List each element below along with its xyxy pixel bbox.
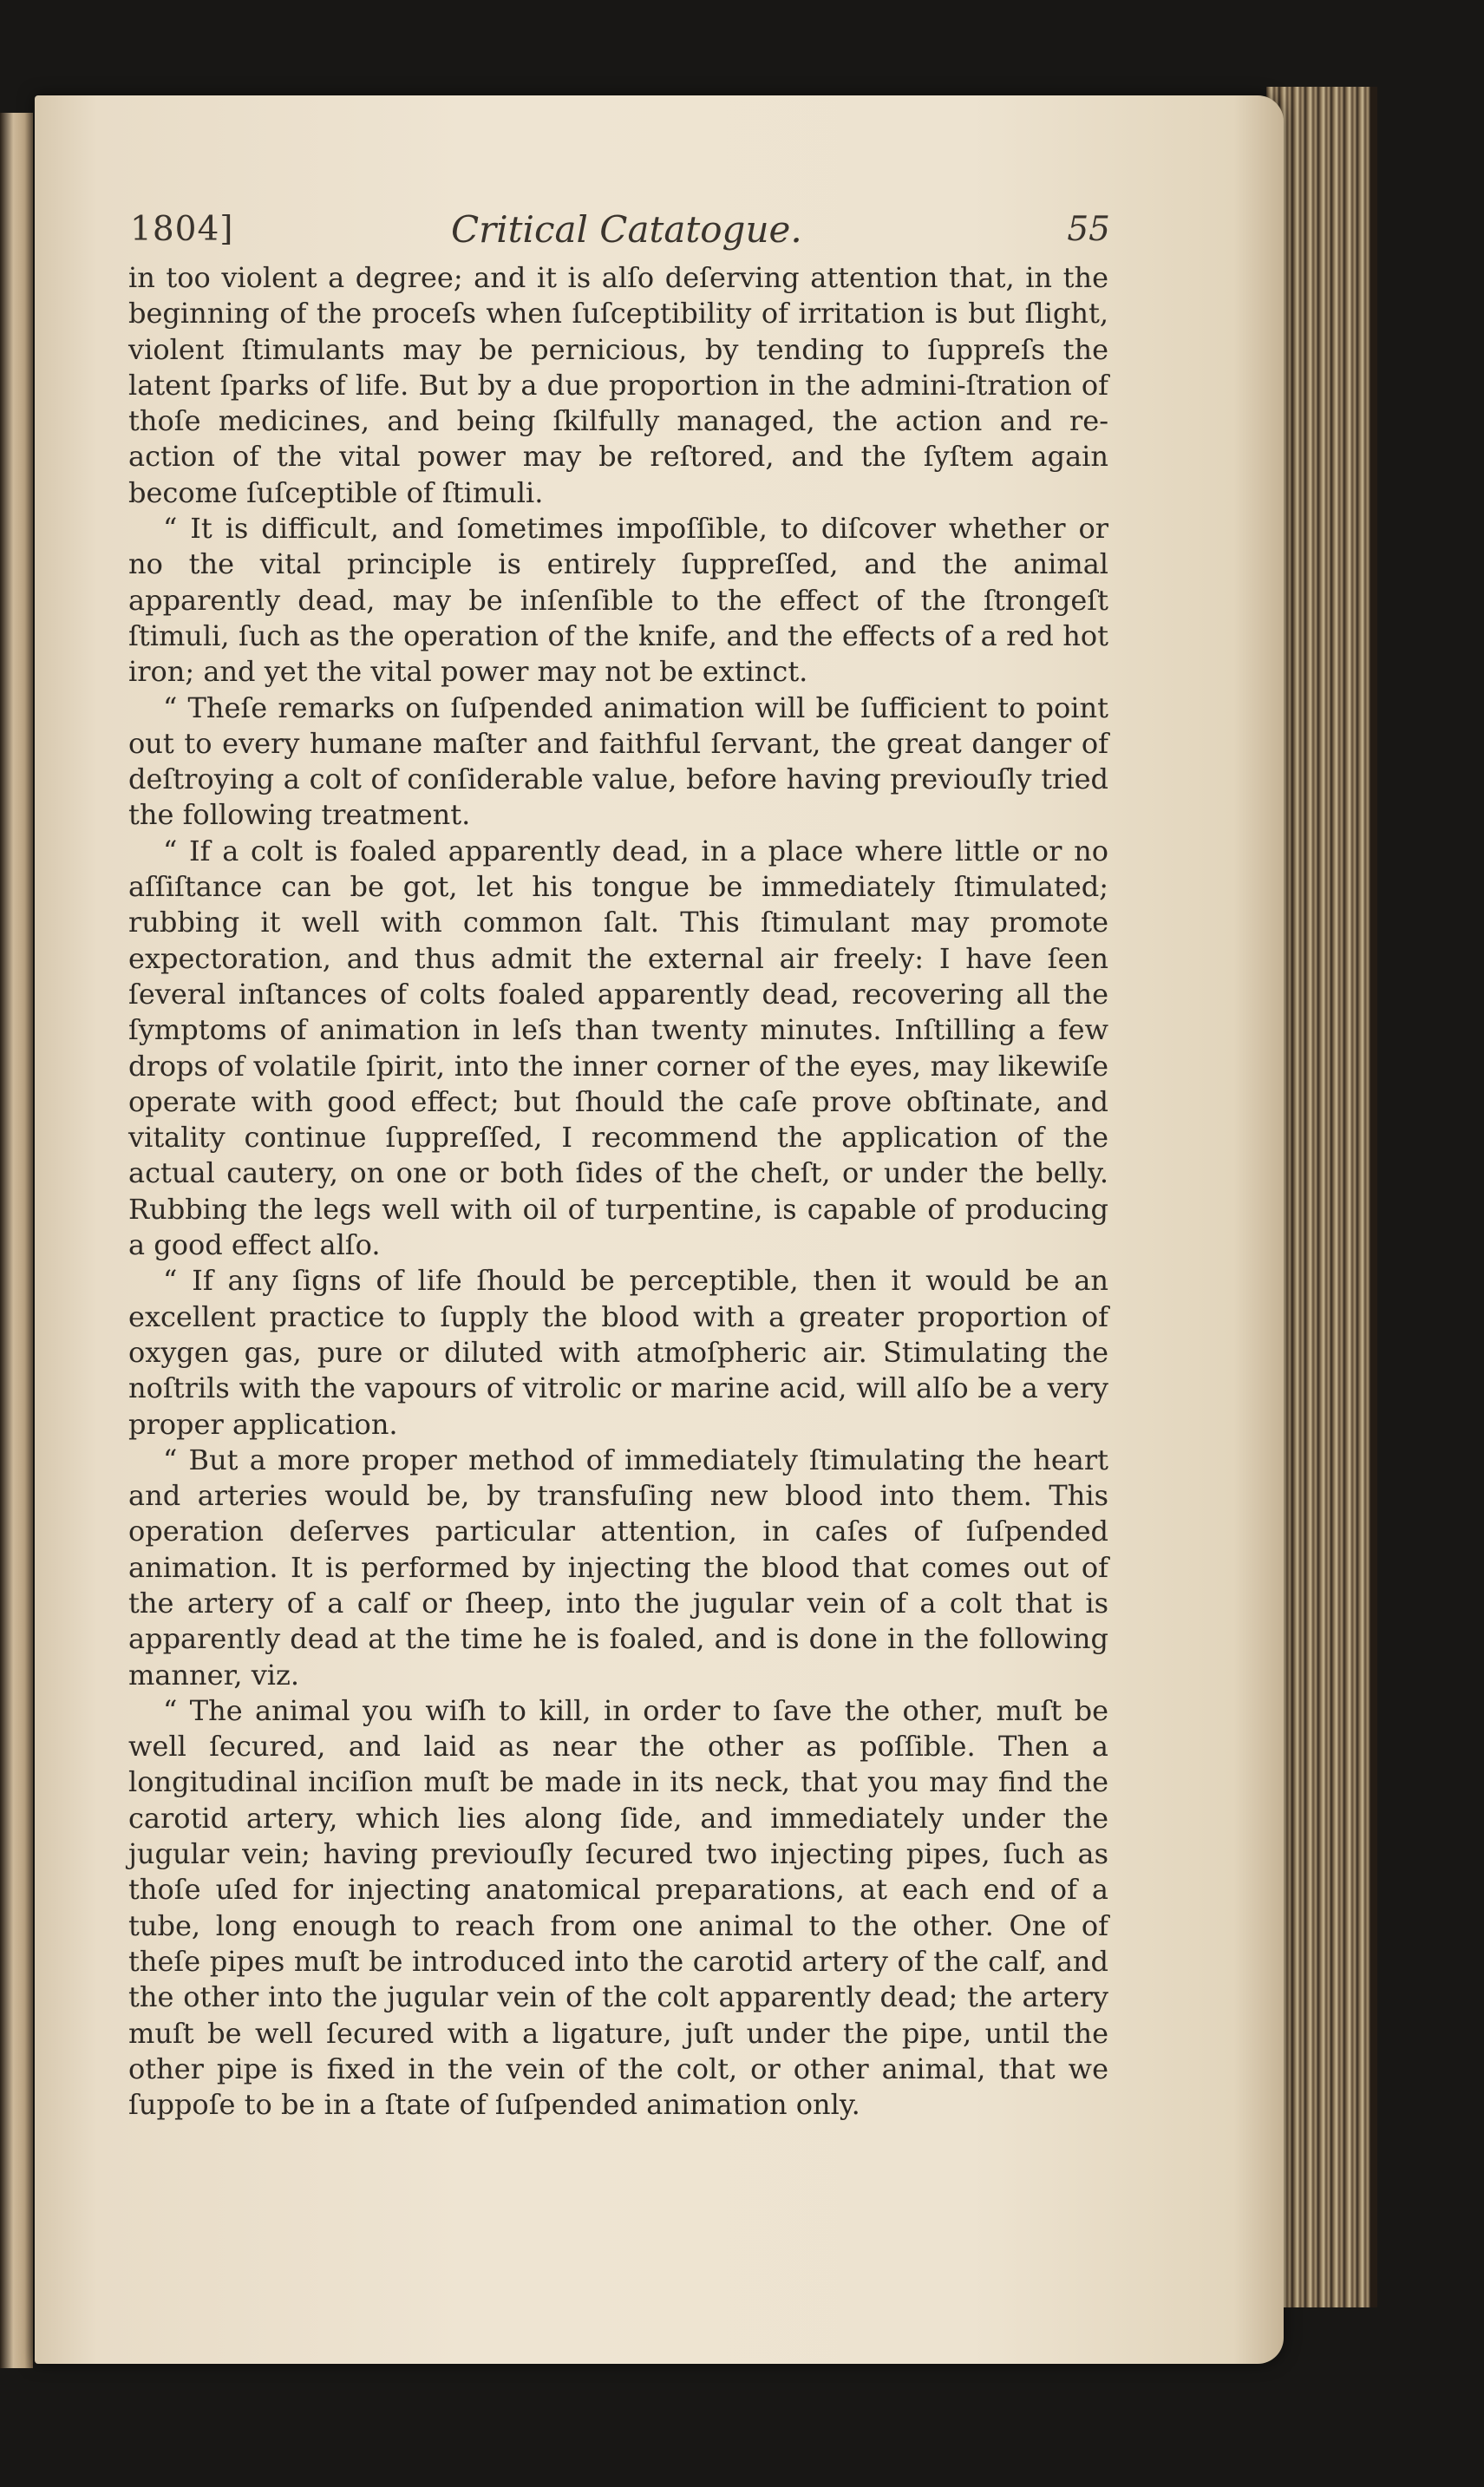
paragraph: “ The animal you wiſh to kill, in order to ſave the other, muſt be well ſecured, and laid as near the other as poſſible. Then a longitudinal inciſion muſt be made in its neck, that you may find the carotid artery, which lies along ſide, and immediately under the jugular vein; having previouſly ſecured two injecting pipes, ſuch as thoſe uſed for injecting anatomical preparations, at each end of a tube, long enough to reach from one animal to the other. One of theſe pipes muſt be introduced into the carotid artery of the calf, and the other into the jugular vein of the colt apparently dead; the artery muſt be well ſecured with a ligature, juſt under the pipe, until the other pipe is fixed in the vein of the colt, or other animal, that we ſuppoſe to be in a ſtate of ſuſpended animation only. xyxy=(128,1693,1108,2122)
paragraph: in too violent a degree; and it is alſo deſerving attention that, in the beginning of the proceſs when ſuſceptibility of irritation is but ſlight, violent ſtimulants may be pernicious, by tending to ſuppreſs the latent ſparks of life. But by a due proportion in the admini-ſtration of thoſe medicines, and being ſkilfully managed, the action and re-action of the vital power may be reſtored, and the ſyſtem again become ſuſceptible of ſtimuli. xyxy=(128,261,1108,509)
paragraph: “ Theſe remarks on ſuſpended animation will be ſufficient to point out to every humane maſter and faithful ſervant, the great danger of deſtroying a colt of conſiderable value, before having previouſly tried the following treatment. xyxy=(128,690,1108,832)
header-title: Critical Catatogue. xyxy=(451,208,802,251)
running-header xyxy=(130,200,1110,260)
paragraph: “ If any ſigns of life ſhould be perceptible, then it would be an excellent practice to ſupply the blood with a greater proportion of oxygen gas, pure or diluted with atmoſpheric air. Stimulating the noſtrils with the vapours of vitrolic or marine acid, will alſo be a very proper application. xyxy=(128,1264,1108,1441)
header-year: 1804] xyxy=(130,210,234,249)
page-number: 55 xyxy=(1067,210,1110,249)
paragraph: “ But a more proper method of immediately ſtimulating the heart and arteries would be, by transfuſing new blood into them. This operation deſerves particular attention, in caſes of ſuſpended animation. It is performed by injecting the blood that comes out of the artery of a calf or ſheep, into the jugular vein of a colt that is apparently dead at the time he is foaled, and is done in the following manner, viz. xyxy=(128,1443,1108,1692)
paragraph: “ It is difficult, and ſometimes impoſſible, to diſcover whether or no the vital principle is entirely ſuppreſſed, and the animal apparently dead, may be inſenſible to the effect of the ſtrongeſt ſtimuli, ſuch as the operation of the knife, and the effects of a red hot iron; and yet the vital power may not be extinct. xyxy=(128,512,1108,689)
facing-page-edge xyxy=(0,113,33,2368)
body-text xyxy=(128,260,1108,2123)
paragraph: “ If a colt is foaled apparently dead, in a place where little or no aſſiſtance can be got, let his tongue be immediately ſtimulated; rubbing it well with common ſalt. This ſtimulant may promote expectoration, and thus admit the external air freely: I have ſeen ſeveral inſtances of colts foaled apparently dead, recovering all the ſymptoms of animation in leſs than twenty minutes. Inſtilling a few drops of volatile ſpirit, into the inner corner of the eyes, may likewiſe operate with good effect; but ſhould the caſe prove obſtinate, and vitality continue ſuppreſſed, I recommend the application of the actual cautery, on one or both ſides of the cheſt, or under the belly. Rubbing the legs well with oil of turpentine, is capable of producing a good effect alſo. xyxy=(128,834,1108,1262)
